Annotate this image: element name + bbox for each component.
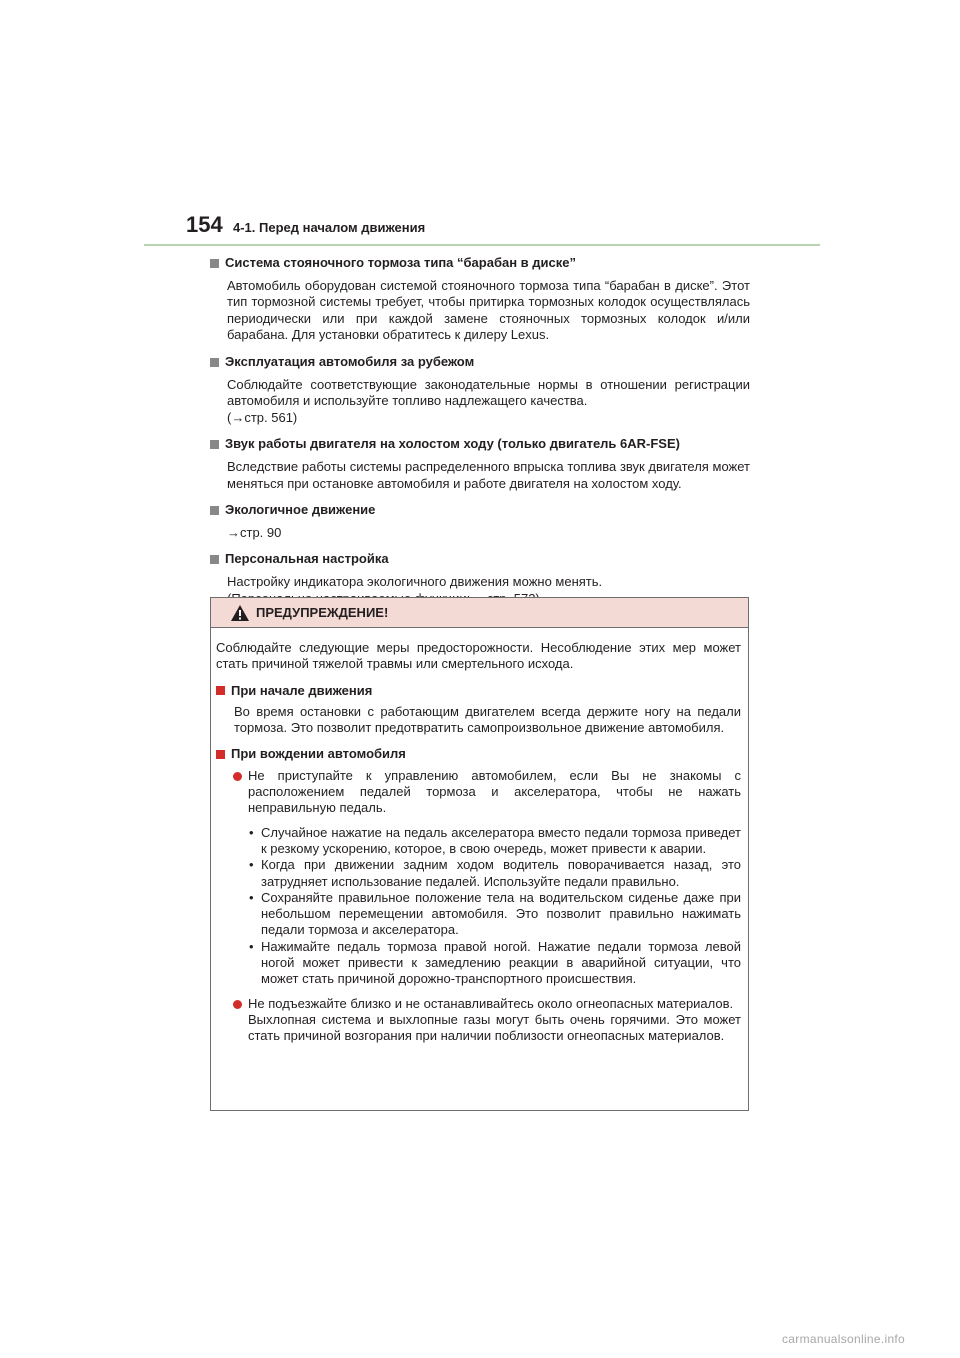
list-item [249, 825, 741, 858]
section-title: Система стояночного тормоза типа “барабан в диске” [225, 255, 576, 270]
section-heading [210, 502, 750, 519]
warning-item [216, 768, 741, 817]
warning-bullet-list [216, 825, 741, 988]
warning-item-text [248, 996, 741, 1045]
bullet-mark: • [249, 938, 254, 954]
list-item [249, 890, 741, 939]
warning-intro: Соблюдайте следующие меры предосторожности. Несоблюдение этих мер может стать причиной тяжелой травмы или смертельного исхода. [216, 640, 741, 672]
list-item [249, 939, 741, 988]
square-bullet-icon [210, 358, 219, 367]
square-bullet-icon [216, 750, 225, 759]
square-bullet-icon [210, 440, 219, 449]
square-bullet-icon [210, 259, 219, 268]
bullet-mark: • [249, 857, 254, 873]
warning-item-line: Не подъезжайте близко и не останавливайтесь около огнеопасных материалов. [248, 995, 734, 1011]
section-body: Настройку индикатора экологичного движения можно менять. [227, 573, 603, 589]
section-idle-sound [210, 436, 750, 492]
section-heading [210, 436, 750, 453]
warning-subheading [216, 746, 741, 762]
warning-text: Во время остановки с работающим двигателем всегда держите ногу на педали тормоза. Это позволит предотвратить самопроизвольное движение автомобиля. [234, 703, 741, 736]
warning-item [216, 996, 741, 1045]
subheading-text: При начале движения [231, 682, 373, 698]
page-reference: (→стр. 561) [227, 409, 298, 425]
bullet-text: Когда при движении задним ходом водитель поворачивается назад, это затрудняет использование педалей. Используйте педали правильно. [261, 857, 741, 889]
page-reference: →стр. 90 [227, 524, 282, 540]
warning-body [211, 628, 748, 1045]
section-body: Вследствие работы системы распределенного впрыска топлива звук двигателя может меняться при остановке автомобиля и работе двигателя на холостом ходу. [227, 458, 750, 491]
chapter-title: 4-1. Перед началом движения [233, 220, 426, 235]
bullet-text: Сохраняйте правильное положение тела на водительском сиденье даже при небольшом перемещении автомобиля. Это позволит правильно нажимать педали тормоза и акселератора. [261, 889, 741, 938]
bullet-mark: • [249, 889, 254, 905]
header-divider [144, 244, 820, 246]
square-bullet-icon [210, 506, 219, 515]
section-heading [210, 255, 750, 272]
section-heading [210, 551, 750, 568]
section-body: Соблюдайте соответствующие законодательные нормы в отношении регистрации автомобиля и используйте топливо надлежащего качества. [227, 376, 750, 409]
warning-triangle-icon [230, 604, 250, 622]
bullet-mark: • [249, 824, 254, 840]
warning-subheading [216, 683, 741, 699]
square-bullet-icon [210, 555, 219, 564]
section-eco-driving [210, 502, 750, 541]
warning-box [210, 597, 749, 1111]
list-item [249, 857, 741, 890]
red-dot-icon [233, 772, 242, 781]
bullet-text: Случайное нажатие на педаль акселератора вместо педали тормоза приведет к резкому ускорению, которое, в свою очередь, может привести к аварии. [261, 824, 741, 856]
subheading-text: При вождении автомобиля [231, 746, 406, 762]
section-drum-brake [210, 255, 750, 344]
section-title: Персональная настройка [225, 551, 389, 567]
section-title: Экологичное движение [225, 502, 376, 518]
section-body: Автомобиль оборудован системой стояночного тормоза типа “барабан в диске”. Этот тип тормозной системы требует, чтобы притирка тормозных колодок осуществлялась периодически или при каждой замене стояночных тормозных колодок и/или барабана. Для установки обратитесь к дилеру Lexus. [227, 277, 750, 343]
warning-item-text: Не приступайте к управлению автомобилем, если Вы не знакомы с расположением педалей тормоза и акселератора, чтобы не нажать неправильную педаль. [248, 767, 741, 816]
section-title: Звук работы двигателя на холостом ходу (только двигатель 6AR-FSE) [225, 436, 680, 452]
red-dot-icon [233, 1000, 242, 1009]
page-number: 154 [186, 212, 223, 237]
main-content [210, 255, 750, 617]
square-bullet-icon [216, 686, 225, 695]
section-heading [210, 354, 750, 371]
section-abroad [210, 354, 750, 426]
warning-item-line: Выхлопная система и выхлопные газы могут быть очень горячими. Это может стать причиной возгорания при наличии поблизости огнеопасных материалов. [248, 1011, 741, 1044]
footer-watermark: carmanualsonline.info [782, 1332, 906, 1346]
section-title: Эксплуатация автомобиля за рубежом [225, 353, 475, 369]
warning-title: ПРЕДУПРЕЖДЕНИЕ! [256, 605, 389, 620]
bullet-text: Нажимайте педаль тормоза правой ногой. Нажатие педали тормоза левой ногой может привести к замедлению реакции в аварийной ситуации, что может стать причиной дорожно-транспортного происшествия. [261, 938, 741, 987]
warning-header [211, 598, 748, 628]
